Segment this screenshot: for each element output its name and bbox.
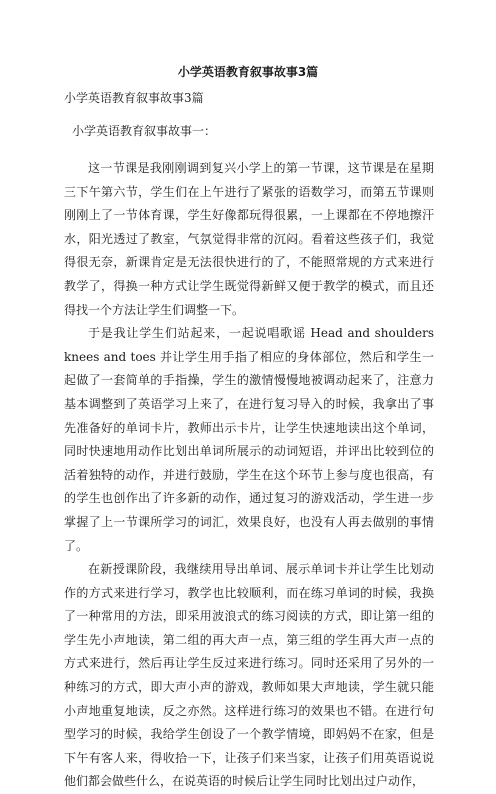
body-text [64,157,434,794]
document-subtitle: 小学英语教育叙事故事3篇 [64,91,204,105]
section-heading: 小学英语教育叙事故事一： [72,124,217,138]
paragraph: 这一节课是我刚刚调到复兴小学上的第一节课，这节课是在星期三下午第六节，学生们在上午进行了紧张的语数学习，而第五节课则刚刚上了一节体育课，学生好像都玩得很累，一上课都在不停地擦汗水，阳光透过了教室，气氛觉得非常的沉闷。看着这些孩子们，我觉得很无奈，新课肯定是无法很快进行的了，不能照常规的方式来进行教学了，得换一种方式让学生既觉得新鲜又便于教学的模式，而且还得找一个方法让学生们调整一下。 [64,161,434,317]
paragraph: 于是我让学生们站起来，一起说唱歌谣 Head and shoulders knees and toes 并让学生用手指了相应的身体部位，然后和学生一起做了一套简单的手指操，学生的激情慢慢地被调动起来了，注意力基本调整到了英语学习上来了，在进行复习导入的时候，我拿出了事先准备好的单词卡片，教师出示卡片，让学生快速地读出这个单词，同时快速地用动作比划出单词所展示的动词短语，并评出比较到位的活着独特的动作，并进行鼓励，学生在这个环节上参与度也很高，有的学生也创作出了许多新的动作，通过复习的游戏活动，学生进一步掌握了上一节课所学习的词汇，效果良好，也没有人再去做别的事情了。 [64,326,434,553]
document-title: 小学英语教育叙事故事3篇 [177,65,319,79]
paragraph: 在新授课阶段，我继续用导出单词、展示单词卡并让学生比划动作的方式来进行学习，教学也比较顺利，而在练习单词的时候，我换了一种常用的方法，即采用波浪式的练习阅读的方式，即让第一组的学生先小声地读，第二组的再大声一点，第三组的学生再大声一点的方式来进行，然后再让学生反过来进行练习。同时还采用了另外的一种练习的方式，即大声小声的游戏，教师如果大声地读，学生就只能小声地重复地读，反之亦然。这样进行练习的效果也不错。在进行句型学习的时候，我给学生创设了一个教学情境，即妈妈不在家，但是下午有客人来，得收拾一下，让孩子们来当家，让孩子们用英语说说他们都会做些什么，在说英语的时候后让学生同时比划出过户动作， [64,562,434,789]
